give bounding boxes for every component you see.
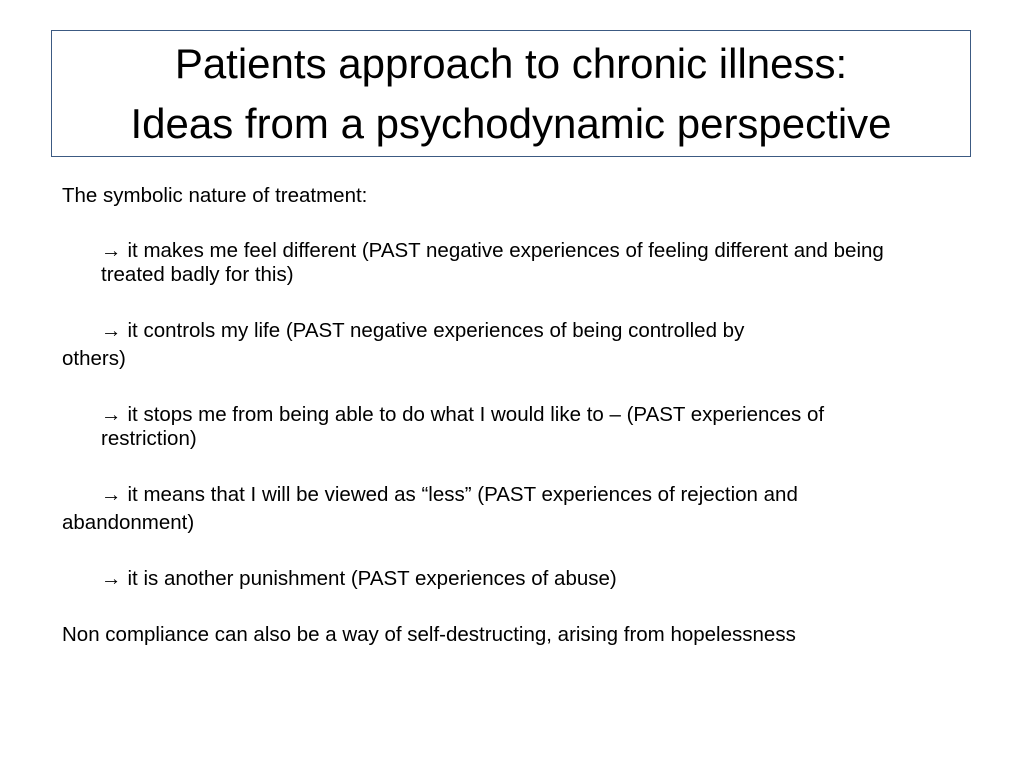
bullet-point-2-text: it controls my life (PAST negative experiences of being controlled by (127, 319, 745, 342)
bullet-point-5-text: it is another punishment (PAST experiences of abuse) (127, 567, 617, 590)
arrow-icon: → (101, 319, 122, 342)
bullet-point-4-text: it means that I will be viewed as “less” (PAST experiences of rejection and (127, 483, 798, 506)
intro-text: The symbolic nature of treatment: (62, 184, 368, 207)
bullet-point-2-line-2: others) (62, 347, 126, 370)
slide-title-line-1: Patients approach to chronic illness: (174, 39, 848, 87)
bullet-point-5-line-1 (101, 567, 617, 591)
arrow-icon: → (101, 567, 122, 590)
arrow-icon: → (101, 239, 122, 262)
bullet-point-3-text: it stops me from being able to do what I would like to – (PAST experiences of (127, 403, 825, 426)
slide-title-box (51, 30, 971, 157)
bullet-point-4-line-2: abandonment) (62, 511, 195, 534)
closing-text: Non compliance can also be a way of self-destructing, arising from hopelessness (62, 623, 796, 646)
bullet-point-1-line-1 (101, 239, 884, 263)
bullet-point-4-line-1 (101, 483, 798, 507)
bullet-point-3-line-2: restriction) (101, 427, 197, 450)
arrow-icon: → (101, 483, 122, 506)
bullet-point-3-line-1 (101, 403, 824, 427)
bullet-point-1-text: it makes me feel different (PAST negative experiences of feeling different and being (127, 239, 884, 262)
slide-title-line-2: Ideas from a psychodynamic perspective (130, 99, 892, 147)
bullet-point-1-line-2: treated badly for this) (101, 263, 294, 286)
arrow-icon: → (101, 403, 122, 426)
bullet-point-2-line-1 (101, 319, 744, 343)
